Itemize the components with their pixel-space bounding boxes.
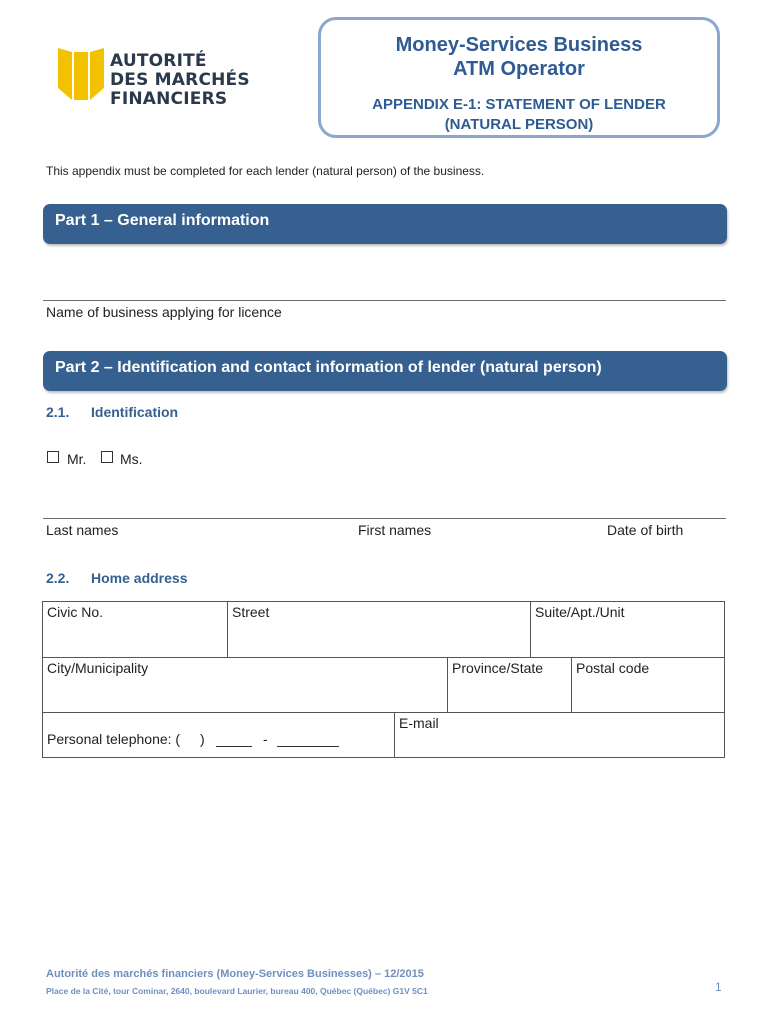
city-label: City/Municipality xyxy=(47,660,149,676)
mr-label: Mr. xyxy=(67,451,87,467)
telephone-paren-close: ) xyxy=(200,731,205,747)
section-2-2-title: Home address xyxy=(91,570,188,586)
section-2-1-title: Identification xyxy=(91,404,179,420)
email-label: E-mail xyxy=(399,715,439,731)
civic-no-field[interactable] xyxy=(42,601,228,658)
footer-line1: Autorité des marchés financiers (Money-Services Businesses) – 12/2015 xyxy=(46,968,424,980)
telephone-field[interactable] xyxy=(42,712,395,758)
ms-label: Ms. xyxy=(120,451,143,467)
section-2-1-number: 2.1. xyxy=(46,404,70,420)
mr-checkbox[interactable] xyxy=(47,451,59,463)
name-dob-field[interactable] xyxy=(43,518,726,519)
business-name-label: Name of business applying for licence xyxy=(46,304,282,320)
part2-header: Part 2 – Identification and contact information of lender (natural person) xyxy=(43,351,727,391)
footer-line2: Place de la Cité, tour Cominar, 2640, boulevard Laurier, bureau 400, Québec (Québec) G1V 5C1 xyxy=(46,986,428,996)
email-field[interactable] xyxy=(394,712,725,758)
postal-code-field[interactable] xyxy=(571,657,725,713)
postal-code-label: Postal code xyxy=(576,660,650,676)
civic-no-label: Civic No. xyxy=(47,604,104,620)
suite-field[interactable] xyxy=(530,601,725,658)
province-field[interactable] xyxy=(447,657,572,713)
street-label: Street xyxy=(232,604,270,620)
street-field[interactable] xyxy=(227,601,531,658)
last-names-label: Last names xyxy=(46,522,119,538)
amf-logo-icon xyxy=(58,48,104,100)
province-label: Province/State xyxy=(452,660,544,676)
amf-logo-text: AUTORITÉ DES MARCHÉS FINANCIERS xyxy=(110,51,250,109)
first-names-label: First names xyxy=(358,522,432,538)
intro-text: This appendix must be completed for each lender (natural person) of the business. xyxy=(46,164,485,178)
form-title: Money-Services Business ATM Operator xyxy=(395,34,643,80)
page-number: 1 xyxy=(715,980,722,994)
suite-label: Suite/Apt./Unit xyxy=(535,604,625,620)
date-of-birth-label: Date of birth xyxy=(607,522,684,538)
form-subtitle: APPENDIX E-1: STATEMENT OF LENDER (NATURAL PERSON) xyxy=(372,96,666,133)
city-field[interactable] xyxy=(42,657,448,713)
ms-checkbox[interactable] xyxy=(101,451,113,463)
telephone-exchange-line xyxy=(216,746,252,747)
section-2-2-number: 2.2. xyxy=(46,570,70,586)
telephone-dash: - xyxy=(263,731,268,747)
form-title-box xyxy=(318,17,720,138)
telephone-label: Personal telephone: ( xyxy=(47,731,181,747)
part1-header: Part 1 – General information xyxy=(43,204,727,244)
telephone-number-line xyxy=(277,746,339,747)
business-name-field[interactable] xyxy=(43,300,726,301)
